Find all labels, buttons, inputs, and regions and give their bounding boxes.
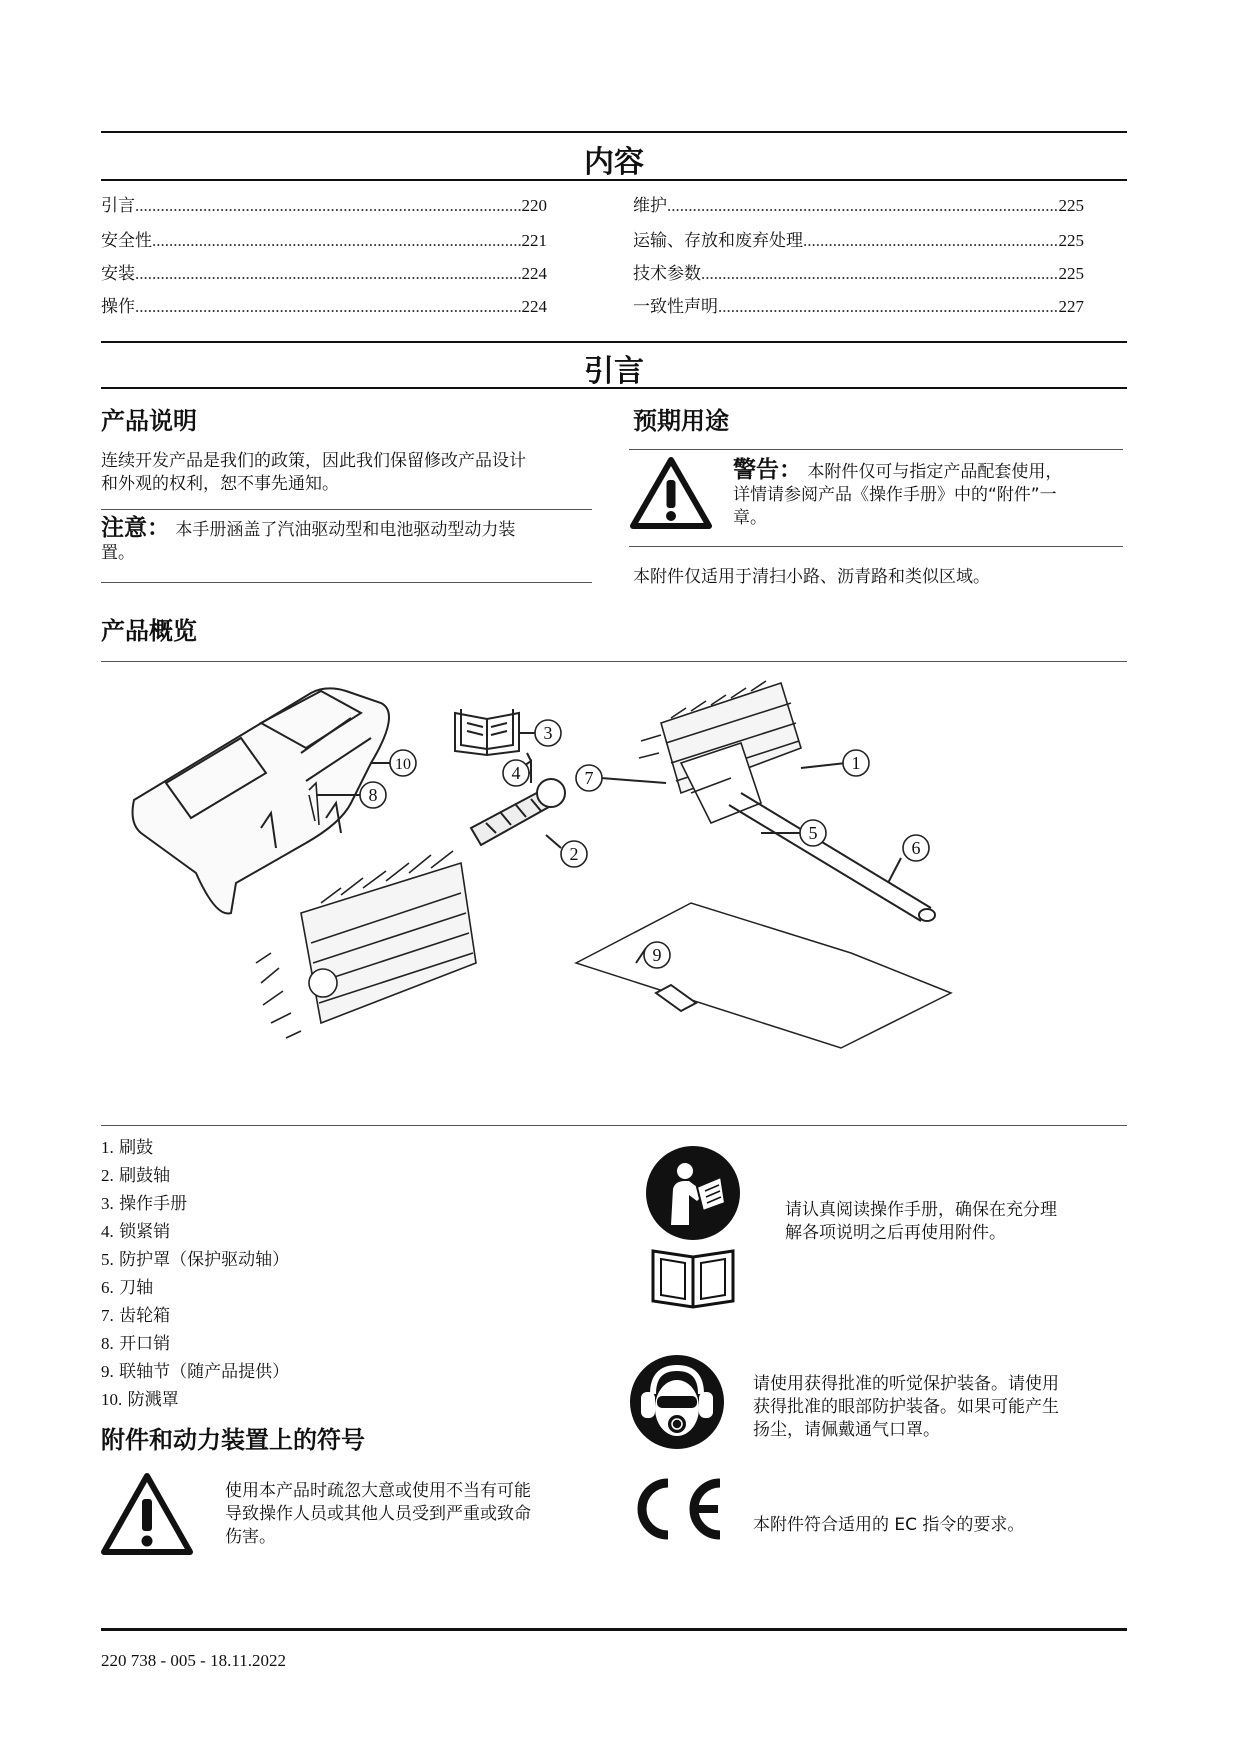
callout-2: 2 (569, 844, 579, 864)
callout-1: 1 (851, 753, 861, 773)
note-label: 注意： (101, 515, 170, 541)
warning-top-rule (629, 449, 1123, 450)
toc-entry[interactable] (633, 191, 1084, 215)
symbols-heading: 附件和动力装置上的符号 (101, 1426, 365, 1454)
symbol-read-manual-text: 请认真阅读操作手册，确保在充分理 解各项说明之后再使用附件。 (785, 1200, 1057, 1243)
note-bottom-rule (101, 582, 592, 583)
toc-page: 220 (521, 196, 547, 215)
toc-label: 运输、存放和废弃处理 (633, 231, 803, 251)
warning-triangle-icon (99, 1471, 195, 1557)
contents-title: 内容 (584, 145, 644, 180)
toc-label: 维护 (633, 196, 667, 216)
callout-8: 8 (368, 785, 378, 805)
list-item: 6. 刀轴 (101, 1278, 154, 1298)
callout-10: 10 (395, 756, 411, 773)
drive-shaft-drawing (576, 793, 951, 1048)
intro-top-rule (101, 341, 1127, 343)
callout-7: 7 (584, 768, 594, 788)
toc-page: 227 (1058, 297, 1084, 316)
intended-use-heading: 预期用途 (633, 407, 729, 435)
toc-label: 引言 (101, 196, 135, 216)
list-item: 3. 操作手册 (101, 1194, 188, 1214)
callout-5: 5 (808, 823, 818, 843)
warning-label: 警告： (733, 457, 802, 483)
intro-title-rule (101, 387, 1127, 389)
list-item: 1. 刷鼓 (101, 1138, 154, 1158)
callout-3: 3 (543, 723, 553, 743)
toc-page: 225 (1058, 196, 1084, 215)
protective-equipment-icon (629, 1354, 725, 1450)
toc-label: 技术参数 (633, 264, 701, 284)
warning-bottom-rule (629, 546, 1123, 547)
toc-label: 一致性声明 (633, 297, 718, 317)
contents-title-rule (101, 179, 1127, 181)
list-item: 10. 防溅罩 (101, 1390, 179, 1410)
book-icon (645, 1245, 741, 1311)
symbol-warning-text: 使用本产品时疏忽大意或使用不当有可能 导致操作人员或其他人员受到严重或致命 伤害。 (225, 1481, 531, 1547)
document-reference: 220 738 - 005 - 18.11.2022 (101, 1651, 286, 1670)
product-description-text: 连续开发产品是我们的政策，因此我们保留修改产品设计 和外观的权利，恕不事先通知。 (101, 451, 526, 494)
toc-label: 操作 (101, 297, 135, 317)
list-item: 8. 开口销 (101, 1334, 171, 1354)
toc-entry[interactable] (101, 292, 547, 316)
toc-page: 225 (1058, 264, 1084, 283)
read-manual-person-icon (645, 1145, 741, 1241)
callout-4: 4 (511, 763, 521, 783)
toc-entry[interactable] (101, 191, 547, 215)
intro-title: 引言 (584, 354, 644, 389)
intended-use-text: 本附件仅适用于清扫小路、沥青路和类似区域。 (633, 567, 990, 587)
overview-top-rule (101, 661, 1127, 662)
warning-text: 本附件仅可与指定产品配套使用， (802, 462, 1063, 482)
toc-entry[interactable] (101, 226, 547, 250)
toc-page: 225 (1058, 231, 1084, 250)
overview-heading: 产品概览 (101, 617, 197, 645)
footer-rule (101, 1628, 1127, 1631)
toc-page: 221 (521, 231, 547, 250)
brush-drum-1-drawing (639, 681, 801, 823)
symbol-protective-equipment-text: 请使用获得批准的听觉保护装备。请使用 获得批准的眼部防护装备。如果可能产生 扬尘，请佩戴通气口罩。 (753, 1374, 1059, 1440)
list-item: 2. 刷鼓轴 (101, 1166, 171, 1186)
product-description-heading: 产品说明 (101, 407, 197, 435)
list-item: 5. 防护罩（保护驱动轴） (101, 1250, 290, 1270)
toc-entry[interactable] (101, 259, 547, 283)
ce-mark-icon (626, 1475, 726, 1543)
manual-drawing (455, 709, 519, 755)
list-item: 9. 联轴节（随产品提供） (101, 1362, 290, 1382)
toc-entry[interactable] (633, 292, 1084, 316)
toc-label: 安全性 (101, 231, 152, 251)
toc-label: 安装 (101, 264, 135, 284)
symbol-ce-text: 本附件符合适用的 EC 指令的要求。 (753, 1515, 1025, 1535)
contents-top-rule (101, 131, 1127, 133)
toc-entry[interactable] (633, 226, 1084, 250)
list-item: 4. 锁紧销 (101, 1222, 171, 1242)
note-top-rule (101, 509, 592, 510)
toc-page: 224 (521, 297, 547, 316)
note-text: 本手册涵盖了汽油驱动型和电池驱动型动力装 (170, 520, 516, 540)
product-overview-diagram (101, 663, 1127, 1123)
callout-9: 9 (652, 945, 662, 965)
toc-entry[interactable] (633, 259, 1084, 283)
warning-block: 警告： 本附件仅可与指定产品配套使用， 详情请参阅产品《操作手册》中的“附件”一 章。 (733, 457, 1063, 528)
overview-bottom-rule (101, 1125, 1127, 1126)
warning-triangle-icon (629, 456, 713, 530)
parts-list (101, 1134, 289, 1414)
toc-page: 224 (521, 264, 547, 283)
callout-6: 6 (911, 838, 921, 858)
note-block: 注意： 本手册涵盖了汽油驱动型和电池驱动型动力装 置。 (101, 515, 516, 563)
splash-guard-drawing (133, 688, 389, 913)
list-item: 7. 齿轮箱 (101, 1306, 171, 1326)
